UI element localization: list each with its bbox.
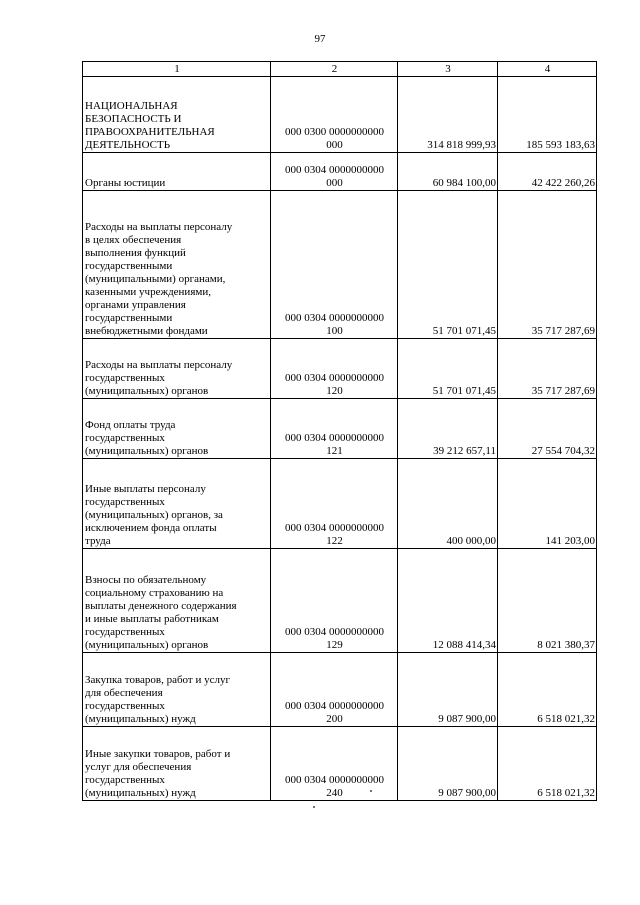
table-row bbox=[83, 77, 597, 153]
column-header-1: 1 bbox=[83, 62, 271, 77]
row-value-col4: 42 422 260,26 bbox=[498, 153, 597, 191]
table-row bbox=[83, 339, 597, 399]
page-number: 97 bbox=[314, 33, 326, 45]
row-code: 000 0304 0000000000 122 bbox=[271, 459, 398, 549]
table-row bbox=[83, 459, 597, 549]
row-name: Расходы на выплаты персоналу государственных (муниципальных) органов bbox=[83, 339, 271, 399]
row-code: 000 0304 0000000000 200 bbox=[271, 653, 398, 727]
row-name: НАЦИОНАЛЬНАЯ БЕЗОПАСНОСТЬ И ПРАВООХРАНИТЕЛЬНАЯ ДЕЯТЕЛЬНОСТЬ bbox=[83, 77, 271, 153]
row-value-col4: 6 518 021,32 bbox=[498, 727, 597, 801]
row-name: Иные закупки товаров, работ и услуг для обеспечения государственных (муниципальных) нужд bbox=[83, 727, 271, 801]
column-header-3: 3 bbox=[398, 62, 498, 77]
row-code: 000 0304 0000000000 121 bbox=[271, 399, 398, 459]
table-header-row bbox=[83, 62, 597, 77]
row-code: 000 0304 0000000000 000 bbox=[271, 153, 398, 191]
row-value-col4: 27 554 704,32 bbox=[498, 399, 597, 459]
row-name: Расходы на выплаты персоналу в целях обеспечения выполнения функций государственными (муниципальными) органами, казенными учреждениями, органами управления государственными внебюджетными фондами bbox=[83, 191, 271, 339]
row-value-col3: 60 984 100,00 bbox=[398, 153, 498, 191]
row-value-col3: 314 818 999,93 bbox=[398, 77, 498, 153]
table-row bbox=[83, 399, 597, 459]
row-value-col3: 12 088 414,34 bbox=[398, 549, 498, 653]
row-value-col3: 39 212 657,11 bbox=[398, 399, 498, 459]
table-row bbox=[83, 153, 597, 191]
row-value-col3: 400 000,00 bbox=[398, 459, 498, 549]
table-row bbox=[83, 191, 597, 339]
table-row bbox=[83, 727, 597, 801]
column-header-2: 2 bbox=[271, 62, 398, 77]
row-code: 000 0304 0000000000 100 bbox=[271, 191, 398, 339]
row-name: Органы юстиции bbox=[83, 153, 271, 191]
row-code: 000 0300 0000000000 000 bbox=[271, 77, 398, 153]
row-value-col4: 35 717 287,69 bbox=[498, 339, 597, 399]
row-value-col4: 6 518 021,32 bbox=[498, 653, 597, 727]
row-code: 000 0304 0000000000 120 bbox=[271, 339, 398, 399]
row-code: 000 0304 0000000000 240 bbox=[271, 727, 398, 801]
row-name: Фонд оплаты труда государственных (муниципальных) органов bbox=[83, 399, 271, 459]
row-value-col3: 9 087 900,00 bbox=[398, 653, 498, 727]
row-name: Взносы по обязательному социальному страхованию на выплаты денежного содержания и иные выплаты работникам государственных (муниципальных) органов bbox=[83, 549, 271, 653]
scan-speck bbox=[370, 790, 372, 792]
scan-speck bbox=[313, 806, 315, 808]
table-row bbox=[83, 549, 597, 653]
row-value-col3: 51 701 071,45 bbox=[398, 191, 498, 339]
table-row bbox=[83, 653, 597, 727]
budget-table bbox=[82, 61, 597, 801]
row-value-col4: 141 203,00 bbox=[498, 459, 597, 549]
row-name: Иные выплаты персоналу государственных (муниципальных) органов, за исключением фонда оплаты труда bbox=[83, 459, 271, 549]
row-value-col4: 35 717 287,69 bbox=[498, 191, 597, 339]
row-value-col3: 9 087 900,00 bbox=[398, 727, 498, 801]
row-value-col4: 8 021 380,37 bbox=[498, 549, 597, 653]
row-name: Закупка товаров, работ и услуг для обеспечения государственных (муниципальных) нужд bbox=[83, 653, 271, 727]
row-value-col4: 185 593 183,63 bbox=[498, 77, 597, 153]
column-header-4: 4 bbox=[498, 62, 597, 77]
row-value-col3: 51 701 071,45 bbox=[398, 339, 498, 399]
row-code: 000 0304 0000000000 129 bbox=[271, 549, 398, 653]
